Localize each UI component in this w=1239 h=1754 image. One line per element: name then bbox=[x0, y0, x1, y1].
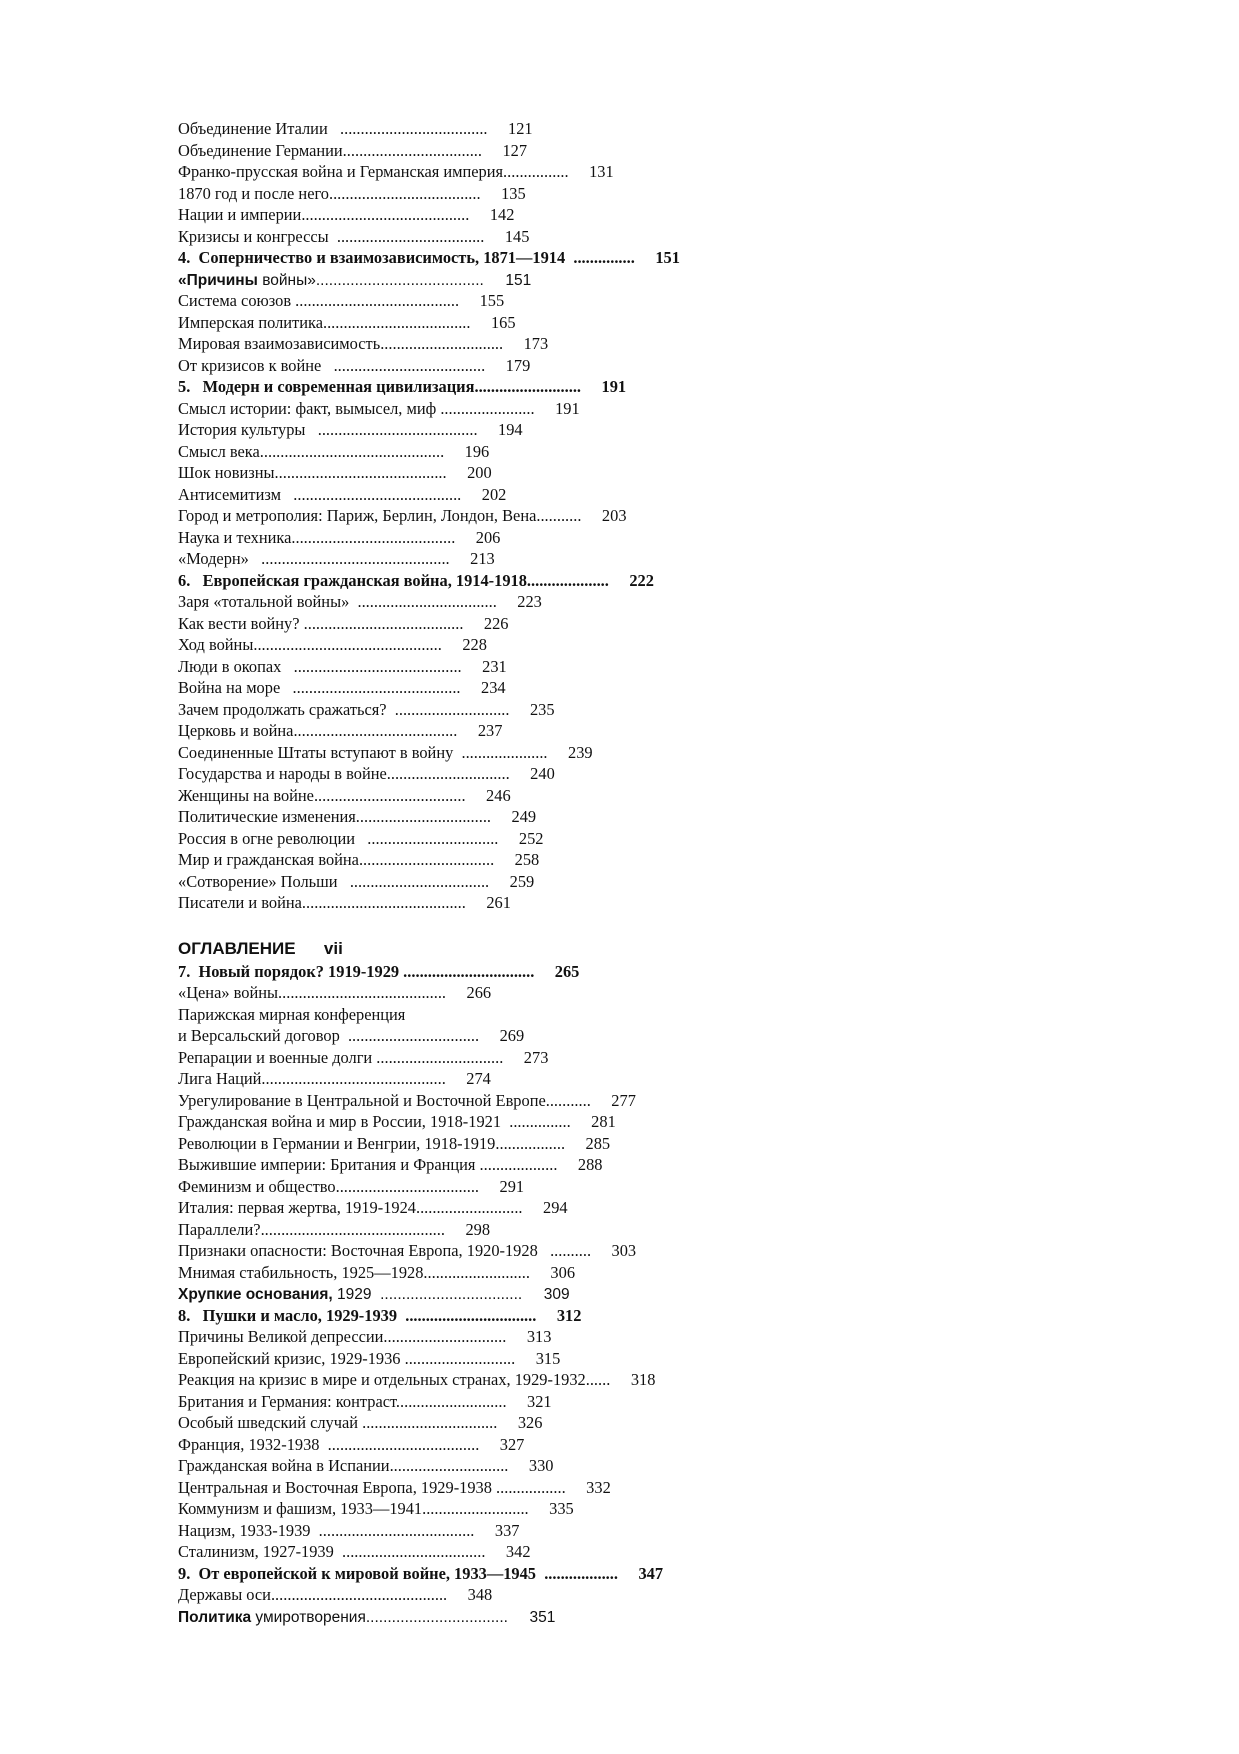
toc-entry: Имперская политика.................................... 165 bbox=[178, 312, 516, 332]
toc-entry: Люди в окопах ......................................... 231 bbox=[178, 656, 507, 676]
toc-entry: Франко-прусская война и Германская империя................ 131 bbox=[178, 162, 614, 181]
toc-entry: Выжившие империи: Британия и Франция ................... 288 bbox=[178, 1155, 603, 1174]
toc-entry: Мировая взаимозависимость.............................. 173 bbox=[178, 334, 549, 353]
toc-entry: Кризисы и конгрессы .................................... 145 bbox=[178, 226, 530, 246]
toc-entry: Лига Наций............................................. 274 bbox=[178, 1069, 491, 1088]
toc-entry: Россия в огне революции ................................ 252 bbox=[178, 828, 544, 848]
toc-entry: Война на море ......................................... 234 bbox=[178, 678, 506, 697]
toc-entry: Антисемитизм ......................................... 202 bbox=[178, 484, 507, 504]
toc-entry: Нацизм, 1933-1939 ...................................... 337 bbox=[178, 1520, 520, 1540]
toc-entry: Коммунизм и фашизм, 1933—1941.......................... 335 bbox=[178, 1499, 574, 1518]
toc-chapter-heading: 9. От европейской к мировой войне, 1933—1945 .................. 347 bbox=[178, 1563, 664, 1583]
toc-chapter-heading: 5. Модерн и современная цивилизация.......................... 191 bbox=[178, 377, 627, 396]
toc-entry: Церковь и война........................................ 237 bbox=[178, 721, 503, 740]
toc-entry: Гражданская война и мир в России, 1918-1921 ............... 281 bbox=[178, 1112, 616, 1131]
toc-entry: Шок новизны.......................................... 200 bbox=[178, 463, 492, 482]
toc-entry: Особый шведский случай ................................. 326 bbox=[178, 1413, 543, 1432]
table-of-contents bbox=[178, 118, 878, 1627]
toc-entry-part: «Причины bbox=[178, 271, 258, 289]
toc-entry: и Версальский договор ................................ 269 bbox=[178, 1026, 525, 1045]
toc-entry: Писатели и война........................................ 261 bbox=[178, 893, 511, 912]
toc-entry: Государства и народы в войне.............................. 240 bbox=[178, 764, 555, 783]
toc-entry: «Модерн» .............................................. 213 bbox=[178, 549, 495, 568]
toc-entry: Нации и империи......................................... 142 bbox=[178, 205, 515, 224]
toc-entry: Женщины на войне..................................... 246 bbox=[178, 785, 511, 805]
toc-entry: Мир и гражданская война................................. 258 bbox=[178, 850, 540, 869]
toc-chapter-heading: 8. Пушки и масло, 1929-1939 ................................ 312 bbox=[178, 1305, 582, 1325]
toc-entry: Парижская мирная конференция bbox=[178, 1004, 406, 1024]
toc-entry: Наука и техника........................................ 206 bbox=[178, 527, 501, 547]
toc-entry: Смысл века............................................. 196 bbox=[178, 441, 490, 461]
toc-entry: Политические изменения................................. 249 bbox=[178, 807, 537, 826]
toc-entry: Мнимая стабильность, 1925—1928.......................... 306 bbox=[178, 1262, 576, 1282]
spacer bbox=[178, 914, 878, 937]
toc-entry: «Сотворение» Польши .................................. 259 bbox=[178, 871, 535, 891]
toc-chapter-heading: 7. Новый порядок? 1919-1929 ................................ 265 bbox=[178, 961, 580, 981]
toc-entry: Заря «тотальной войны» .................................. 223 bbox=[178, 592, 542, 611]
toc-entry: Причины Великой депрессии.............................. 313 bbox=[178, 1327, 552, 1346]
toc-entry: Европейский кризис, 1929-1936 ........................... 315 bbox=[178, 1348, 561, 1368]
toc-entry-part: Политика bbox=[178, 1608, 252, 1626]
toc-entry: От кризисов к войне ..................................... 179 bbox=[178, 355, 531, 375]
toc-entry: «Цена» войны......................................... 266 bbox=[178, 983, 492, 1002]
toc-entry: Соединенные Штаты вступают в войну ..................... 239 bbox=[178, 742, 593, 762]
toc-entry: 1870 год и после него..................................... 135 bbox=[178, 183, 526, 203]
toc-entry: Урегулирование в Центральной и Восточной Европе........... 277 bbox=[178, 1090, 636, 1110]
toc-entry: Британия и Германия: контраст........................... 321 bbox=[178, 1391, 552, 1411]
toc-entry: Гражданская война в Испании............................. 330 bbox=[178, 1456, 554, 1475]
toc-entry: Объединение Италии .................................... 121 bbox=[178, 119, 533, 138]
toc-entry: Система союзов ........................................ 155 bbox=[178, 291, 505, 310]
toc-entry-part: 1929 ................................. 309 bbox=[332, 1286, 570, 1303]
toc-entry: Зачем продолжать сражаться? ............................ 235 bbox=[178, 699, 555, 719]
toc-entry bbox=[178, 1283, 878, 1305]
toc-entry: Репарации и военные долги ............................... 273 bbox=[178, 1047, 549, 1067]
toc-entry bbox=[178, 269, 878, 291]
toc-entry: Объединение Германии.................................. 127 bbox=[178, 140, 528, 160]
toc-entry: Сталинизм, 1927-1939 ................................... 342 bbox=[178, 1542, 531, 1561]
running-header: ОГЛАВЛЕНИЕ vii bbox=[178, 938, 343, 958]
toc-entry: Державы оси........................................... 348 bbox=[178, 1585, 493, 1604]
toc-entry: Франция, 1932-1938 ..................................... 327 bbox=[178, 1434, 525, 1454]
toc-entry bbox=[178, 1606, 878, 1628]
toc-entry-part: войны»....................................... 151 bbox=[257, 271, 532, 289]
toc-entry: Смысл истории: факт, вымысел, миф ....................... 191 bbox=[178, 398, 580, 418]
toc-entry: Революции в Германии и Венгрии, 1918-1919................. 285 bbox=[178, 1133, 611, 1153]
toc-entry-part: Хрупкие основания, bbox=[178, 1286, 333, 1303]
toc-entry: Италия: первая жертва, 1919-1924.......................... 294 bbox=[178, 1198, 568, 1217]
toc-entry: Феминизм и общество................................... 291 bbox=[178, 1176, 525, 1196]
toc-entry: Как вести войну? ....................................... 226 bbox=[178, 613, 509, 633]
toc-entry-part: умиротворения................................. 351 bbox=[251, 1608, 556, 1626]
toc-entry: Реакция на кризис в мире и отдельных странах, 1929-1932...... 318 bbox=[178, 1370, 656, 1389]
toc-entry: Признаки опасности: Восточная Европа, 1920-1928 .......... 303 bbox=[178, 1241, 637, 1260]
toc-entry: Город и метрополия: Париж, Берлин, Лондон, Вена........... 203 bbox=[178, 506, 627, 525]
toc-entry: Центральная и Восточная Европа, 1929-1938 ................. 332 bbox=[178, 1477, 611, 1497]
toc-entry: Ход войны.............................................. 228 bbox=[178, 635, 487, 654]
toc-chapter-heading: 4. Соперничество и взаимозависимость, 1871—1914 ............... 151 bbox=[178, 248, 680, 267]
toc-entry: Параллели?............................................. 298 bbox=[178, 1219, 491, 1239]
toc-entry: История культуры ....................................... 194 bbox=[178, 420, 523, 439]
toc-chapter-heading: 6. Европейская гражданская война, 1914-1918.................... 222 bbox=[178, 570, 654, 590]
